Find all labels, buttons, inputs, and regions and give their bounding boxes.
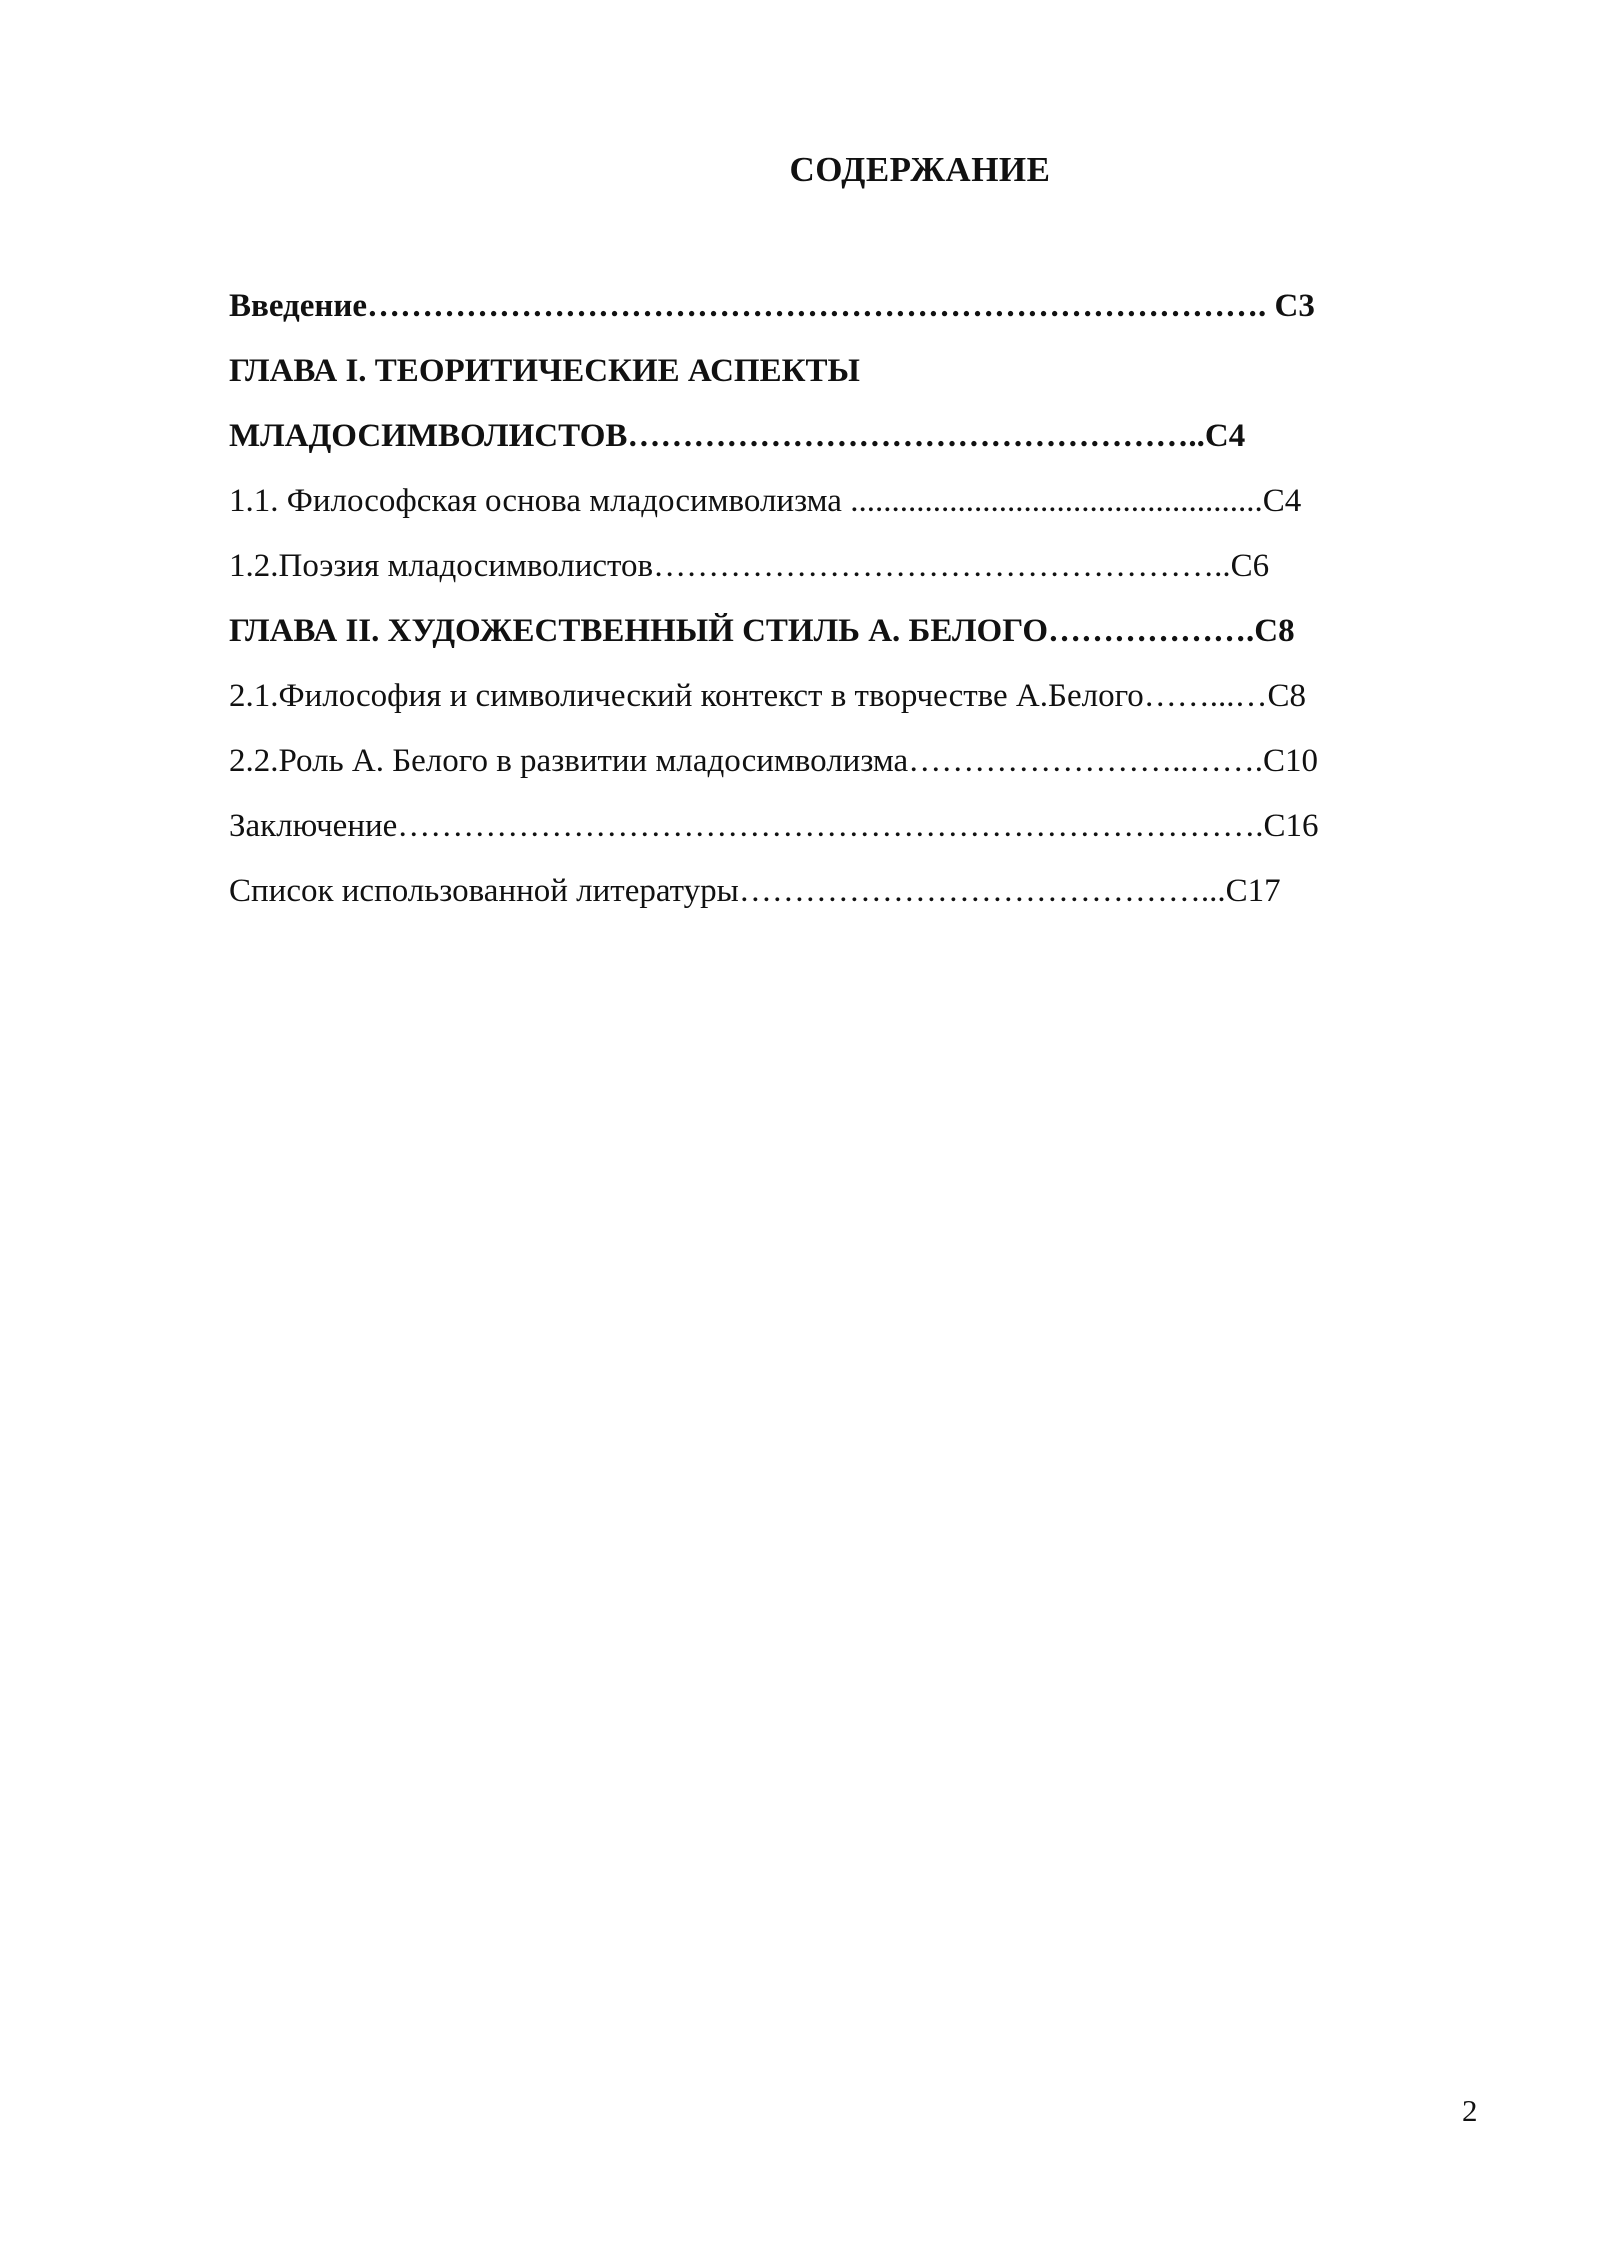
toc-entry-section-1-1: 1.1. Философская основа младосимволизма ..................................................С4 bbox=[229, 483, 1302, 519]
toc-entry-introduction: Введение………………………………………………………………………. С3 bbox=[229, 288, 1315, 324]
page-number: 2 bbox=[1462, 2093, 1478, 2128]
toc-entry-section-1-2: 1.2.Поэзия младосимволистов……………………………………………..С6 bbox=[229, 548, 1270, 584]
toc-entry-chapter-2: ГЛАВА II. ХУДОЖЕСТВЕННЫЙ СТИЛЬ А. БЕЛОГО……………….С8 bbox=[229, 613, 1295, 649]
table-of-contents bbox=[229, 282, 1509, 932]
toc-entry-chapter-1-title: ГЛАВА I. ТЕОРИТИЧЕСКИЕ АСПЕКТЫ bbox=[229, 353, 860, 389]
toc-entry-section-2-2: 2.2.Роль А. Белого в развитии младосимволизма……………………..…….С10 bbox=[229, 743, 1318, 779]
toc-entry-bibliography: Список использованной литературы……………………………………...С17 bbox=[229, 873, 1281, 909]
page-title: СОДЕРЖАНИЕ bbox=[789, 150, 1051, 189]
toc-entry-conclusion: Заключение…………………………………………………………………….С16 bbox=[229, 808, 1319, 844]
toc-entry-chapter-1-title-cont: МЛАДОСИМВОЛИСТОВ……………………………………………..С4 bbox=[229, 418, 1246, 454]
toc-entry-section-2-1: 2.1.Философия и символический контекст в творчестве А.Белого……...…С8 bbox=[229, 678, 1307, 714]
